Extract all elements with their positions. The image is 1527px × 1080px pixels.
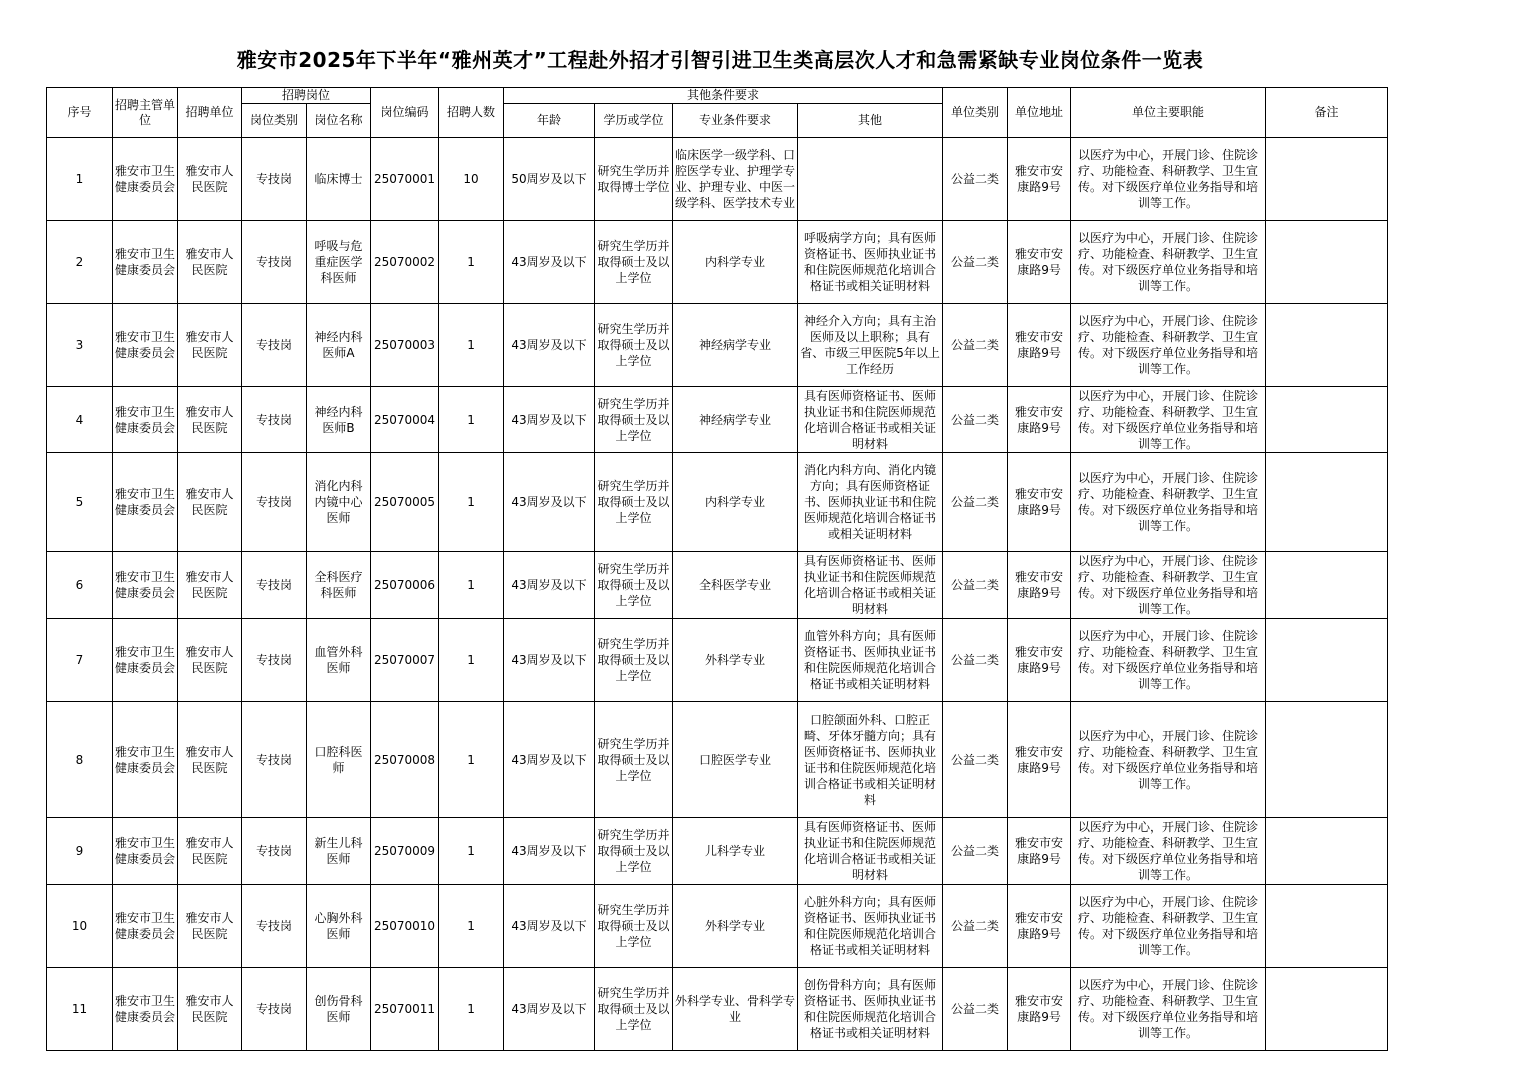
cell-major: 神经病学专业 <box>673 304 798 387</box>
cell-unit-type: 公益二类 <box>943 968 1008 1051</box>
cell-post-name: 神经内科医师A <box>307 304 371 387</box>
cell-remark <box>1266 968 1388 1051</box>
cell-post-type: 专技岗 <box>242 818 307 885</box>
cell-count: 10 <box>439 138 504 221</box>
cell-age: 43周岁及以下 <box>504 885 595 968</box>
cell-other: 具有医师资格证书、医师执业证书和住院医师规范化培训合格证书或相关证明材料 <box>798 387 943 453</box>
cell-address: 雅安市安康路9号 <box>1008 138 1071 221</box>
cell-age: 43周岁及以下 <box>504 221 595 304</box>
cell-dept: 雅安市卫生健康委员会 <box>113 387 178 453</box>
cell-duty: 以医疗为中心，开展门诊、住院诊疗、功能检查、科研教学、卫生宣传。对下级医疗单位业务指导和培训等工作。 <box>1071 818 1266 885</box>
cell-unit: 雅安市人民医院 <box>178 221 242 304</box>
cell-dept: 雅安市卫生健康委员会 <box>113 702 178 818</box>
cell-edu: 研究生学历并取得硕士及以上学位 <box>595 968 673 1051</box>
cell-duty: 以医疗为中心，开展门诊、住院诊疗、功能检查、科研教学、卫生宣传。对下级医疗单位业务指导和培训等工作。 <box>1071 387 1266 453</box>
cell-count: 1 <box>439 552 504 619</box>
page-title: 雅安市2025年下半年“雅州英才”工程赴外招才引智引进卫生类高层次人才和急需紧缺专业岗位条件一览表 <box>236 48 1204 72</box>
cell-code: 25070011 <box>371 968 439 1051</box>
cell-edu: 研究生学历并取得博士学位 <box>595 138 673 221</box>
cell-remark <box>1266 885 1388 968</box>
cell-age: 43周岁及以下 <box>504 304 595 387</box>
cell-other: 呼吸病学方向；具有医师资格证书、医师执业证书和住院医师规范化培训合格证书或相关证明材料 <box>798 221 943 304</box>
cell-post-name: 呼吸与危重症医学科医师 <box>307 221 371 304</box>
cell-dept: 雅安市卫生健康委员会 <box>113 138 178 221</box>
header-code: 岗位编码 <box>371 88 439 138</box>
cell-remark <box>1266 702 1388 818</box>
cell-duty: 以医疗为中心，开展门诊、住院诊疗、功能检查、科研教学、卫生宣传。对下级医疗单位业务指导和培训等工作。 <box>1071 619 1266 702</box>
cell-other: 血管外科方向；具有医师资格证书、医师执业证书和住院医师规范化培训合格证书或相关证明材料 <box>798 619 943 702</box>
header-count: 招聘人数 <box>439 88 504 138</box>
cell-unit-type: 公益二类 <box>943 619 1008 702</box>
cell-seq: 6 <box>47 552 113 619</box>
header-seq: 序号 <box>47 88 113 138</box>
cell-dept: 雅安市卫生健康委员会 <box>113 619 178 702</box>
cell-post-type: 专技岗 <box>242 552 307 619</box>
cell-code: 25070002 <box>371 221 439 304</box>
cell-duty: 以医疗为中心，开展门诊、住院诊疗、功能检查、科研教学、卫生宣传。对下级医疗单位业务指导和培训等工作。 <box>1071 304 1266 387</box>
header-post-name: 岗位名称 <box>307 104 371 138</box>
cell-code: 25070003 <box>371 304 439 387</box>
cell-post-type: 专技岗 <box>242 702 307 818</box>
cell-major: 外科学专业 <box>673 885 798 968</box>
recruitment-table <box>46 87 1388 1051</box>
cell-duty: 以医疗为中心，开展门诊、住院诊疗、功能检查、科研教学、卫生宣传。对下级医疗单位业务指导和培训等工作。 <box>1071 702 1266 818</box>
cell-unit: 雅安市人民医院 <box>178 138 242 221</box>
cell-unit: 雅安市人民医院 <box>178 552 242 619</box>
cell-edu: 研究生学历并取得硕士及以上学位 <box>595 304 673 387</box>
cell-code: 25070008 <box>371 702 439 818</box>
cell-age: 43周岁及以下 <box>504 818 595 885</box>
cell-unit: 雅安市人民医院 <box>178 619 242 702</box>
cell-post-type: 专技岗 <box>242 885 307 968</box>
table-row <box>47 885 1388 968</box>
table-row <box>47 221 1388 304</box>
cell-post-type: 专技岗 <box>242 968 307 1051</box>
cell-post-type: 专技岗 <box>242 304 307 387</box>
cell-unit: 雅安市人民医院 <box>178 968 242 1051</box>
cell-address: 雅安市安康路9号 <box>1008 619 1071 702</box>
cell-code: 25070006 <box>371 552 439 619</box>
cell-duty: 以医疗为中心，开展门诊、住院诊疗、功能检查、科研教学、卫生宣传。对下级医疗单位业务指导和培训等工作。 <box>1071 453 1266 552</box>
cell-edu: 研究生学历并取得硕士及以上学位 <box>595 619 673 702</box>
cell-dept: 雅安市卫生健康委员会 <box>113 818 178 885</box>
cell-unit: 雅安市人民医院 <box>178 885 242 968</box>
cell-dept: 雅安市卫生健康委员会 <box>113 885 178 968</box>
cell-code: 25070005 <box>371 453 439 552</box>
cell-unit-type: 公益二类 <box>943 818 1008 885</box>
table-row <box>47 138 1388 221</box>
cell-unit-type: 公益二类 <box>943 138 1008 221</box>
table-row <box>47 304 1388 387</box>
header-age: 年龄 <box>504 104 595 138</box>
cell-address: 雅安市安康路9号 <box>1008 818 1071 885</box>
cell-other: 具有医师资格证书、医师执业证书和住院医师规范化培训合格证书或相关证明材料 <box>798 818 943 885</box>
cell-code: 25070009 <box>371 818 439 885</box>
cell-major: 外科学专业 <box>673 619 798 702</box>
cell-remark <box>1266 619 1388 702</box>
cell-remark <box>1266 453 1388 552</box>
cell-unit-type: 公益二类 <box>943 702 1008 818</box>
cell-post-name: 血管外科医师 <box>307 619 371 702</box>
cell-post-name: 全科医疗科医师 <box>307 552 371 619</box>
cell-seq: 3 <box>47 304 113 387</box>
cell-other <box>798 138 943 221</box>
cell-post-type: 专技岗 <box>242 221 307 304</box>
cell-unit-type: 公益二类 <box>943 304 1008 387</box>
cell-code: 25070007 <box>371 619 439 702</box>
cell-count: 1 <box>439 818 504 885</box>
cell-unit: 雅安市人民医院 <box>178 304 242 387</box>
cell-address: 雅安市安康路9号 <box>1008 702 1071 818</box>
cell-remark <box>1266 221 1388 304</box>
cell-address: 雅安市安康路9号 <box>1008 968 1071 1051</box>
header-other: 其他 <box>798 104 943 138</box>
cell-age: 43周岁及以下 <box>504 968 595 1051</box>
cell-seq: 8 <box>47 702 113 818</box>
header-other-group: 其他条件要求 <box>504 88 943 104</box>
cell-major: 口腔医学专业 <box>673 702 798 818</box>
cell-code: 25070004 <box>371 387 439 453</box>
cell-duty: 以医疗为中心，开展门诊、住院诊疗、功能检查、科研教学、卫生宣传。对下级医疗单位业务指导和培训等工作。 <box>1071 552 1266 619</box>
cell-dept: 雅安市卫生健康委员会 <box>113 552 178 619</box>
cell-post-name: 新生儿科医师 <box>307 818 371 885</box>
cell-major: 神经病学专业 <box>673 387 798 453</box>
cell-seq: 7 <box>47 619 113 702</box>
cell-unit-type: 公益二类 <box>943 221 1008 304</box>
cell-unit-type: 公益二类 <box>943 885 1008 968</box>
cell-address: 雅安市安康路9号 <box>1008 885 1071 968</box>
cell-unit-type: 公益二类 <box>943 552 1008 619</box>
cell-post-type: 专技岗 <box>242 387 307 453</box>
cell-unit: 雅安市人民医院 <box>178 387 242 453</box>
cell-major: 临床医学一级学科、口腔医学专业、护理学专业、护理专业、中医一级学科、医学技术专业 <box>673 138 798 221</box>
cell-post-type: 专技岗 <box>242 619 307 702</box>
table-row <box>47 968 1388 1051</box>
cell-edu: 研究生学历并取得硕士及以上学位 <box>595 387 673 453</box>
table-row <box>47 818 1388 885</box>
cell-unit: 雅安市人民医院 <box>178 702 242 818</box>
cell-seq: 5 <box>47 453 113 552</box>
header-duty: 单位主要职能 <box>1071 88 1266 138</box>
cell-age: 43周岁及以下 <box>504 453 595 552</box>
cell-address: 雅安市安康路9号 <box>1008 552 1071 619</box>
header-post-type: 岗位类别 <box>242 104 307 138</box>
cell-edu: 研究生学历并取得硕士及以上学位 <box>595 702 673 818</box>
cell-remark <box>1266 138 1388 221</box>
header-unit-type: 单位类别 <box>943 88 1008 138</box>
table-row <box>47 387 1388 453</box>
cell-dept: 雅安市卫生健康委员会 <box>113 453 178 552</box>
cell-duty: 以医疗为中心，开展门诊、住院诊疗、功能检查、科研教学、卫生宣传。对下级医疗单位业务指导和培训等工作。 <box>1071 885 1266 968</box>
cell-other: 创伤骨科方向；具有医师资格证书、医师执业证书和住院医师规范化培训合格证书或相关证明材料 <box>798 968 943 1051</box>
cell-code: 25070001 <box>371 138 439 221</box>
cell-other: 心脏外科方向；具有医师资格证书、医师执业证书和住院医师规范化培训合格证书或相关证明材料 <box>798 885 943 968</box>
cell-address: 雅安市安康路9号 <box>1008 221 1071 304</box>
cell-post-name: 临床博士 <box>307 138 371 221</box>
cell-unit-type: 公益二类 <box>943 453 1008 552</box>
cell-other: 具有医师资格证书、医师执业证书和住院医师规范化培训合格证书或相关证明材料 <box>798 552 943 619</box>
cell-count: 1 <box>439 304 504 387</box>
header-remark: 备注 <box>1266 88 1388 138</box>
cell-address: 雅安市安康路9号 <box>1008 387 1071 453</box>
cell-post-name: 口腔科医师 <box>307 702 371 818</box>
cell-edu: 研究生学历并取得硕士及以上学位 <box>595 818 673 885</box>
cell-age: 43周岁及以下 <box>504 552 595 619</box>
cell-age: 50周岁及以下 <box>504 138 595 221</box>
cell-remark <box>1266 387 1388 453</box>
header-post-group: 招聘岗位 <box>242 88 371 104</box>
cell-remark <box>1266 552 1388 619</box>
cell-duty: 以医疗为中心，开展门诊、住院诊疗、功能检查、科研教学、卫生宣传。对下级医疗单位业务指导和培训等工作。 <box>1071 221 1266 304</box>
cell-duty: 以医疗为中心，开展门诊、住院诊疗、功能检查、科研教学、卫生宣传。对下级医疗单位业务指导和培训等工作。 <box>1071 138 1266 221</box>
cell-seq: 11 <box>47 968 113 1051</box>
cell-remark <box>1266 304 1388 387</box>
cell-post-name: 心胸外科医师 <box>307 885 371 968</box>
cell-major: 内科学专业 <box>673 221 798 304</box>
cell-count: 1 <box>439 453 504 552</box>
cell-count: 1 <box>439 968 504 1051</box>
table-row <box>47 552 1388 619</box>
header-dept: 招聘主管单位 <box>113 88 178 138</box>
cell-unit-type: 公益二类 <box>943 387 1008 453</box>
cell-seq: 9 <box>47 818 113 885</box>
cell-edu: 研究生学历并取得硕士及以上学位 <box>595 885 673 968</box>
cell-count: 1 <box>439 387 504 453</box>
cell-count: 1 <box>439 221 504 304</box>
header-address: 单位地址 <box>1008 88 1071 138</box>
cell-age: 43周岁及以下 <box>504 619 595 702</box>
cell-dept: 雅安市卫生健康委员会 <box>113 304 178 387</box>
cell-count: 1 <box>439 702 504 818</box>
cell-count: 1 <box>439 619 504 702</box>
cell-post-type: 专技岗 <box>242 138 307 221</box>
cell-unit: 雅安市人民医院 <box>178 453 242 552</box>
cell-edu: 研究生学历并取得硕士及以上学位 <box>595 552 673 619</box>
cell-major: 儿科学专业 <box>673 818 798 885</box>
cell-seq: 1 <box>47 138 113 221</box>
cell-address: 雅安市安康路9号 <box>1008 304 1071 387</box>
cell-seq: 2 <box>47 221 113 304</box>
cell-other: 口腔颌面外科、口腔正畸、牙体牙髓方向；具有医师资格证书、医师执业证书和住院医师规范化培训合格证书或相关证明材料 <box>798 702 943 818</box>
cell-age: 43周岁及以下 <box>504 702 595 818</box>
cell-count: 1 <box>439 885 504 968</box>
cell-seq: 10 <box>47 885 113 968</box>
cell-address: 雅安市安康路9号 <box>1008 453 1071 552</box>
cell-post-name: 消化内科内镜中心医师 <box>307 453 371 552</box>
cell-unit: 雅安市人民医院 <box>178 818 242 885</box>
cell-age: 43周岁及以下 <box>504 387 595 453</box>
cell-edu: 研究生学历并取得硕士及以上学位 <box>595 453 673 552</box>
cell-seq: 4 <box>47 387 113 453</box>
header-edu: 学历或学位 <box>595 104 673 138</box>
cell-duty: 以医疗为中心，开展门诊、住院诊疗、功能检查、科研教学、卫生宣传。对下级医疗单位业务指导和培训等工作。 <box>1071 968 1266 1051</box>
header-major: 专业条件要求 <box>673 104 798 138</box>
table-row <box>47 702 1388 818</box>
cell-major: 全科医学专业 <box>673 552 798 619</box>
cell-edu: 研究生学历并取得硕士及以上学位 <box>595 221 673 304</box>
cell-dept: 雅安市卫生健康委员会 <box>113 221 178 304</box>
cell-other: 神经介入方向；具有主治医师及以上职称；具有省、市级三甲医院5年以上工作经历 <box>798 304 943 387</box>
cell-dept: 雅安市卫生健康委员会 <box>113 968 178 1051</box>
cell-post-type: 专技岗 <box>242 453 307 552</box>
table-row <box>47 453 1388 552</box>
table-row <box>47 619 1388 702</box>
cell-post-name: 创伤骨科医师 <box>307 968 371 1051</box>
cell-post-name: 神经内科医师B <box>307 387 371 453</box>
cell-code: 25070010 <box>371 885 439 968</box>
header-unit: 招聘单位 <box>178 88 242 138</box>
cell-major: 内科学专业 <box>673 453 798 552</box>
cell-major: 外科学专业、骨科学专业 <box>673 968 798 1051</box>
cell-remark <box>1266 818 1388 885</box>
cell-other: 消化内科方向、消化内镜方向；具有医师资格证书、医师执业证书和住院医师规范化培训合格证书或相关证明材料 <box>798 453 943 552</box>
